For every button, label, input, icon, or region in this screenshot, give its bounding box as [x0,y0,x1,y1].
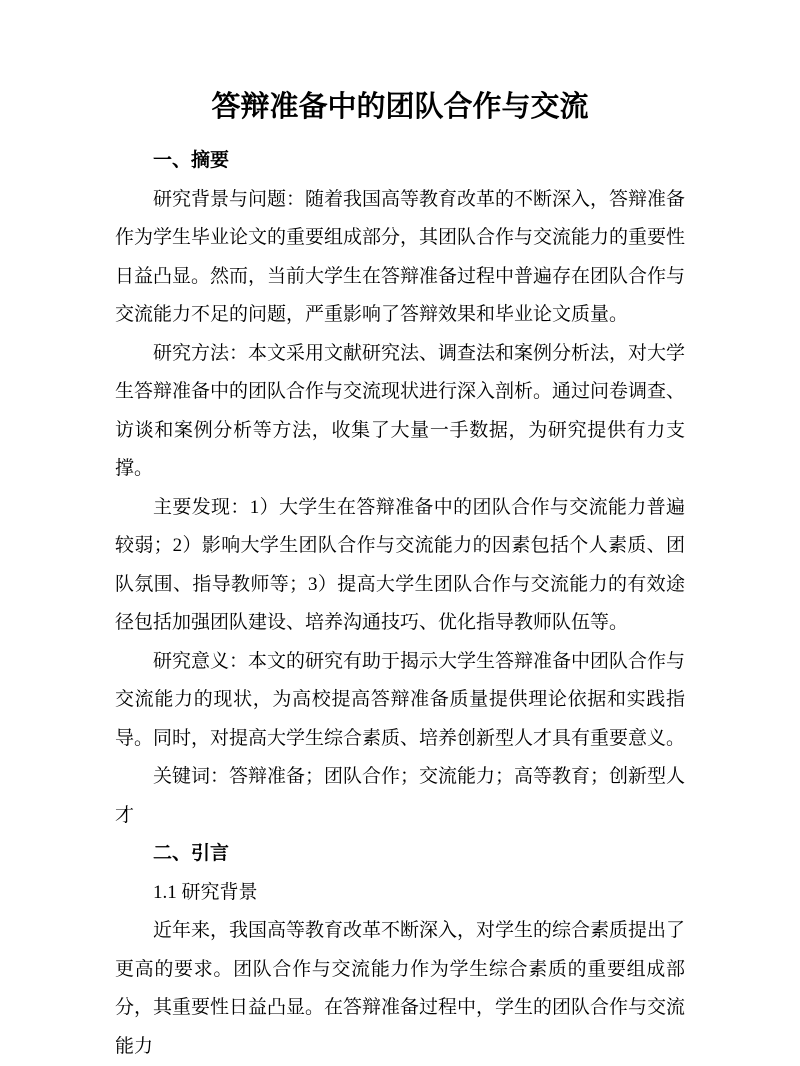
paragraph-research-significance: 研究意义：本文的研究有助于揭示大学生答辩准备中团队合作与交流能力的现状，为高校提高答辩准备质量提供理论依据和实践指导。同时，对提高大学生综合素质、培养创新型人才具有重要意义。 [115,650,686,749]
paragraph-introduction-background: 近年来，我国高等教育改革不断深入，对学生的综合素质提出了更高的要求。团队合作与交流能力作为学生综合素质的重要组成部分，其重要性日益凸显。在答辩准备过程中，学生的团队合作与交流能力 [115,920,686,1057]
section-heading-introduction: 二、引言 [153,843,230,864]
subsection-heading-research-background: 1.1 研究背景 [153,881,258,903]
paragraph-main-findings: 主要发现：1）大学生在答辩准备中的团队合作与交流能力普遍较弱；2）影响大学生团队合作与交流能力的因素包括个人素质、团队氛围、指导教师等；3）提高大学生团队合作与交流能力的有效途径包括加强团队建设、培养沟通技巧、优化指导教师队伍等。 [115,496,685,633]
document-title: 答辩准备中的团队合作与交流 [211,91,589,123]
section-heading-abstract: 一、摘要 [153,150,230,171]
paragraph-research-methods: 研究方法：本文采用文献研究法、调查法和案例分析法，对大学生答辩准备中的团队合作与交流现状进行深入剖析。通过问卷调查、访谈和案例分析等方法，收集了大量一手数据，为研究提供有力支撑。 [115,342,686,479]
paragraph-keywords: 关键词：答辩准备；团队合作；交流能力；高等教育；创新型人才 [115,766,686,826]
paragraph-research-background-problem: 研究背景与问题：随着我国高等教育改革的不断深入，答辩准备作为学生毕业论文的重要组成部分，其团队合作与交流能力的重要性日益凸显。然而，当前大学生在答辩准备过程中普遍存在团队合作与交流能力不足的问题，严重影响了答辩效果和毕业论文质量。 [115,188,686,325]
